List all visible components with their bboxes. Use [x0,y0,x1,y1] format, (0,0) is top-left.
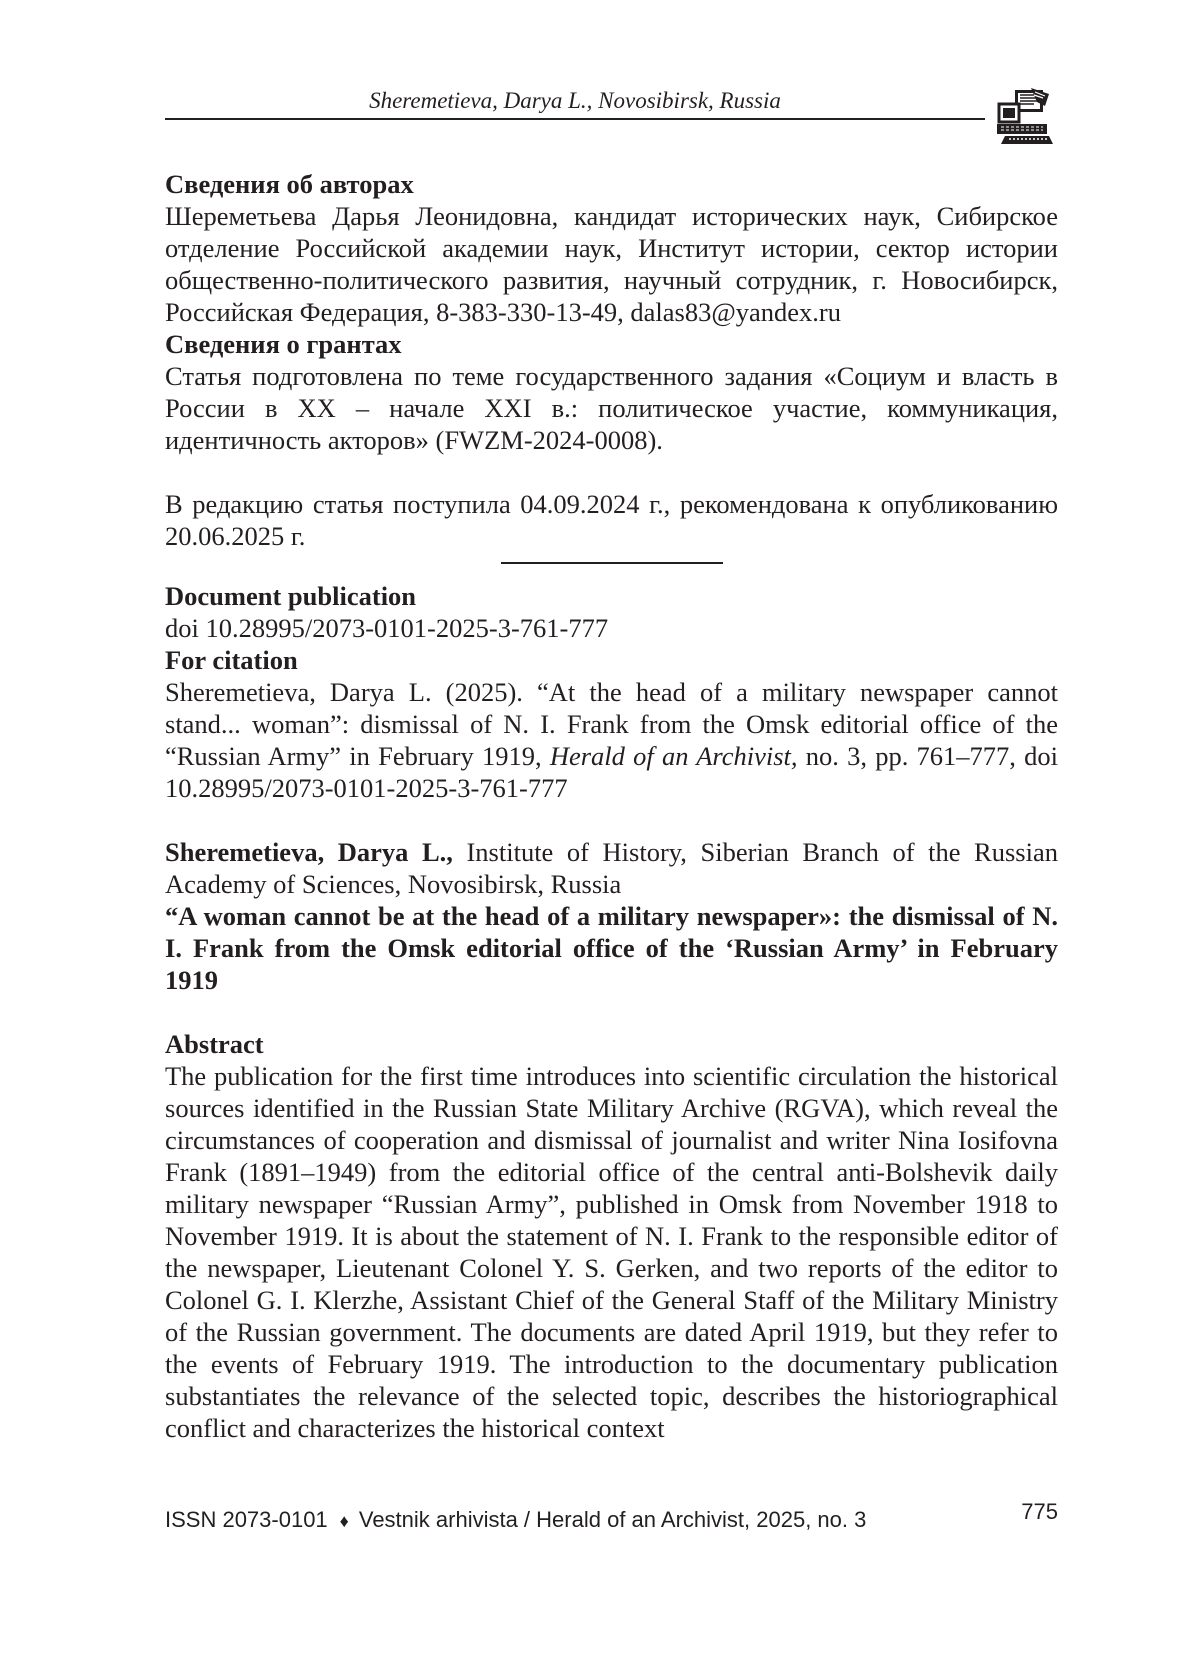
ru-grants-text: Статья подготовлена по теме государственного задания «Социум и власть в России в XX – начале XXI в.: политическое участие, коммуникация, идентичность акторов» (FWZM-2024-0008). [165,361,1058,455]
abstract-text: The publication for the first time introduces into scientific circulation the historical sources identified in the Russian State Military Archive (RGVA), which reveal the circumstances of cooperation and dismissal of journalist and writer Nina Iosifovna Frank (1891–1949) from the editorial office of the central anti-Bolshevik daily military newspaper “Russian Army”, published in Omsk from November 1918 to November 1919. It is about the statement of N. I. Frank to the responsible editor of the newspaper, Lieutenant Colonel Y. S. Gerken, and two reports of the editor to Colonel G. I. Klerzhe, Assistant Chief of the General Staff of the Military Ministry of the Russian government. The documents are dated April 1919, but they refer to the events of February 1919. The introduction to the documentary publication substantiates the relevance of the selected topic, describes the historiographical conflict and characterizes the historical context [165,1061,1058,1443]
footer-issn: ISSN 2073-0101 [165,1507,328,1532]
document-doi: doi 10.28995/2073-0101-2025-3-761-777 [165,613,609,643]
citation-heading: For citation [165,645,298,675]
running-title: Sheremetieva, Darya L., Novosibirsk, Russia [369,88,781,113]
document-publication-heading: Document publication [165,581,417,611]
article-title: “A woman cannot be at the head of a military newspaper»: the dismissal of N. I. Frank from the Omsk editorial office of the ‘Russian Army’ in February 1919 [165,901,1058,995]
citation-journal: Herald of an Archivist, [549,741,798,771]
section-divider [501,562,723,564]
page-footer [165,1499,1058,1535]
author-affiliation: Institute of History, Siberian Branch of the Russian Academy of Sciences, Novosibirsk, Russia [165,837,1058,899]
page-number: 775 [1021,1499,1058,1524]
citation-text: Sheremetieva, Darya L. (2025). “At the head of a military newspaper cannot stand... woman”: dismissal of N. I. Frank from the Omsk editorial office of the “Russian Army” in February 1919, Herald of an Archivist, no. 3, pp. 761–777, doi 10.28995/2073-0101-2025-3-761-777 [165,677,1058,803]
author-line [165,836,1058,900]
received-note: В редакцию статья поступила 04.09.2024 г., рекомендована к опубликованию 20.06.2025 г. [165,489,1058,551]
author-name: Sheremetieva, Darya L., [165,837,453,867]
abstract-heading: Abstract [165,1029,264,1059]
footer-journal: Vestnik arhivista / Herald of an Archivist, 2025, no. 3 [358,1507,867,1532]
ru-grants-heading: Сведения о грантах [165,329,402,359]
ru-authors-text: Шереметьева Дарья Леонидовна, кандидат исторических наук, Сибирское отделение Российской академии наук, Институт истории, сектор истории общественно-политического развития, научный сотрудник, г. Новосибирск, Российская Федерация, 8-383-330-13-49, dalas83@yandex.ru [165,201,1058,327]
ru-authors-heading: Сведения об авторах [165,169,414,199]
running-header [165,84,985,120]
page-content [165,168,1058,1444]
computer-archive-logo-icon [993,86,1057,148]
diamond-icon: ♦ [339,1511,349,1531]
